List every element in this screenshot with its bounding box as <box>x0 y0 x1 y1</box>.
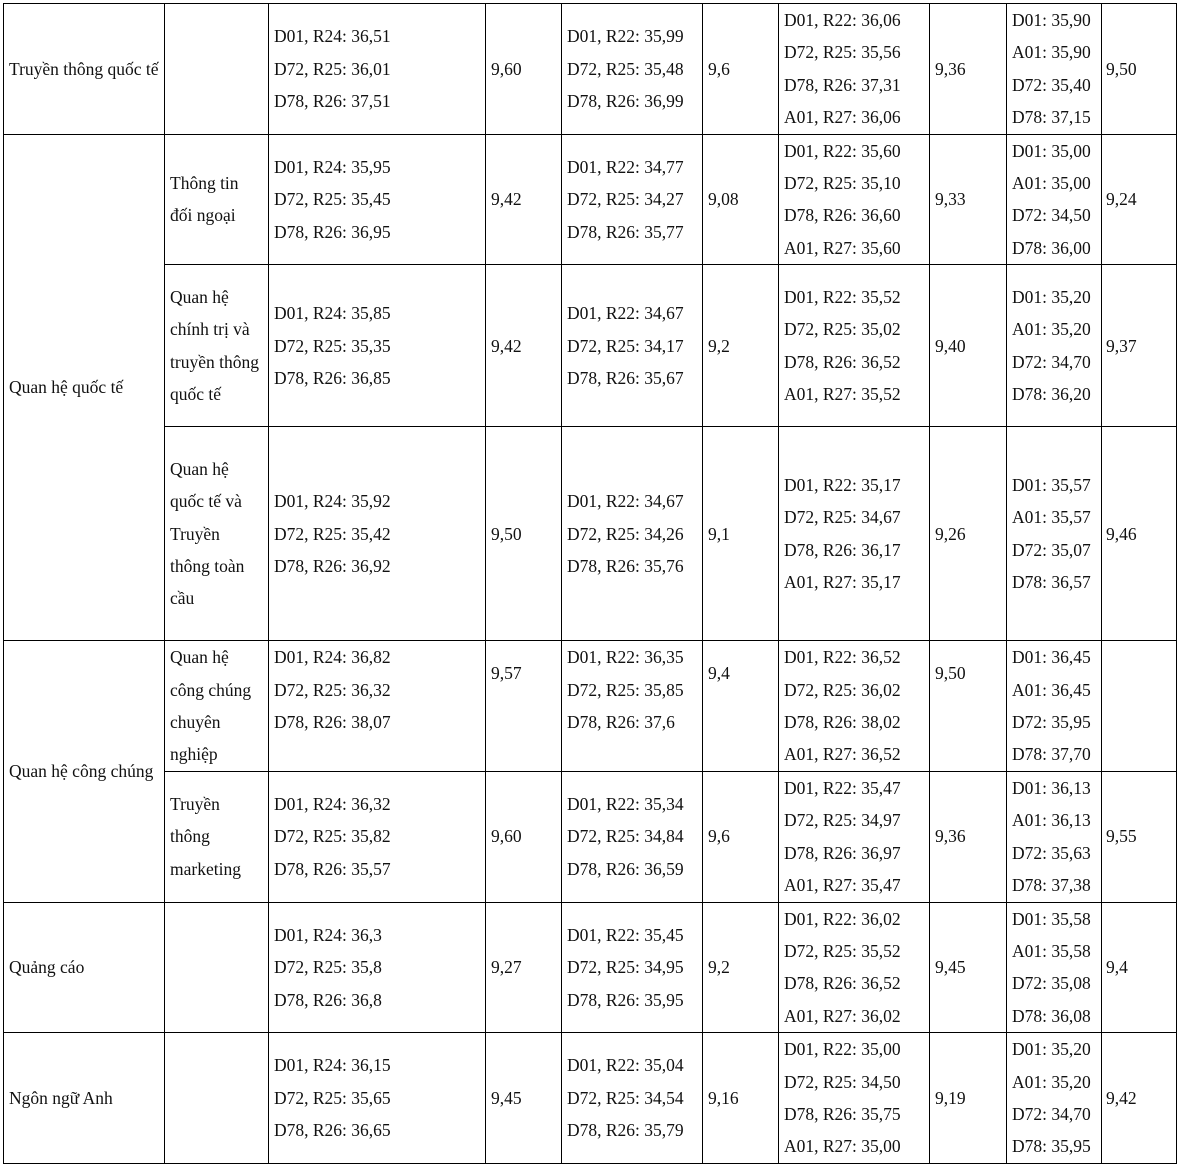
score-line: D01: 35,58 <box>1012 908 1091 929</box>
scores-2024-cell <box>269 427 486 641</box>
scores-2023-cell <box>562 427 703 641</box>
scores-2023-cell <box>562 902 703 1033</box>
score-line: D78, R26: 36,95 <box>274 221 391 242</box>
scores-2022-cell <box>779 427 930 641</box>
score-2022-cell: 9,33 <box>930 134 1007 265</box>
scores-2022-cell <box>779 1033 930 1164</box>
scores-2022-cell <box>779 902 930 1033</box>
score-line: D72, R25: 35,45 <box>274 189 391 210</box>
table-row <box>4 902 1177 1033</box>
score-line: D72, R25: 34,95 <box>567 957 684 978</box>
score-line: A01: 35,57 <box>1012 507 1091 528</box>
score-2022-cell: 9,45 <box>930 902 1007 1033</box>
score-line: A01: 35,90 <box>1012 42 1091 63</box>
score-line: D78: 36,57 <box>1012 572 1091 593</box>
scores-2023-cell <box>562 771 703 902</box>
score-line: D78: 36,00 <box>1012 237 1091 258</box>
score-2022-cell: 9,36 <box>930 771 1007 902</box>
score-line: D72, R25: 35,42 <box>274 523 391 544</box>
score-line: D78: 36,08 <box>1012 1005 1091 1026</box>
score-line: D72, R25: 34,17 <box>567 335 684 356</box>
score-line: D72, R25: 34,27 <box>567 189 684 210</box>
scores-2021-cell <box>1007 902 1102 1033</box>
table-row <box>4 771 1177 902</box>
score-2022-cell: 9,40 <box>930 265 1007 427</box>
score-line: D78, R26: 36,52 <box>784 973 901 994</box>
specialization-cell <box>165 1033 269 1164</box>
score-2022-cell: 9,26 <box>930 427 1007 641</box>
specialization-cell <box>165 771 269 902</box>
score-line: D01, R24: 35,92 <box>274 491 391 512</box>
score-line: D01, R22: 35,17 <box>784 474 901 495</box>
major-name: Ngôn ngữ Anh <box>9 1087 113 1108</box>
table-row <box>4 4 1177 135</box>
score-line: A01: 35,58 <box>1012 940 1091 961</box>
score-line: D01, R24: 35,95 <box>274 156 391 177</box>
score-2024-cell: 9,42 <box>486 265 562 427</box>
scores-2023-cell <box>562 4 703 135</box>
score-line: A01, R27: 35,60 <box>784 237 901 258</box>
scores-2021-cell <box>1007 427 1102 641</box>
score-line: D01, R24: 36,15 <box>274 1055 391 1076</box>
score-line: A01: 35,20 <box>1012 319 1091 340</box>
score-2024-cell: 9,60 <box>486 4 562 135</box>
specialization-name: Quan hệ chính trị và truyền thông quốc tế <box>170 286 259 405</box>
score-line: D01: 35,20 <box>1012 286 1091 307</box>
score-line: A01, R27: 35,00 <box>784 1136 901 1157</box>
score-line: D78: 37,15 <box>1012 107 1091 128</box>
major-name: Quan hệ công chúng <box>9 761 154 782</box>
scores-2023-cell <box>562 265 703 427</box>
score-line: A01, R27: 36,02 <box>784 1005 901 1026</box>
specialization-cell <box>165 427 269 641</box>
score-line: D78, R26: 35,57 <box>274 858 391 879</box>
scores-2024-cell <box>269 1033 486 1164</box>
admission-scores-table <box>3 3 1177 1164</box>
table-row <box>4 641 1177 772</box>
score-line: D72, R25: 35,52 <box>784 940 901 961</box>
score-line: D01, R22: 34,67 <box>567 303 684 324</box>
score-line: A01: 35,00 <box>1012 173 1091 194</box>
score-2023-cell: 9,16 <box>703 1033 779 1164</box>
score-line: D01, R22: 35,04 <box>567 1055 684 1076</box>
scores-2024-cell <box>269 771 486 902</box>
major-name: Truyền thông quốc tế <box>9 58 159 79</box>
score-line: D01: 35,20 <box>1012 1039 1091 1060</box>
score-line: D72, R25: 35,56 <box>784 42 901 63</box>
score-2021-cell: 9,42 <box>1102 1033 1177 1164</box>
score-2021-cell <box>1102 641 1177 772</box>
score-2024-cell: 9,57 <box>486 641 562 772</box>
score-line: A01, R27: 35,47 <box>784 875 901 896</box>
scores-2022-cell <box>779 4 930 135</box>
score-line: D01, R24: 36,82 <box>274 647 391 668</box>
score-line: D72, R25: 35,65 <box>274 1087 391 1108</box>
score-line: D78, R26: 35,75 <box>784 1103 901 1124</box>
score-line: D01, R22: 35,34 <box>567 794 684 815</box>
scores-2022-cell <box>779 641 930 772</box>
score-line: D01, R22: 35,99 <box>567 26 684 47</box>
score-line: D78, R26: 37,31 <box>784 74 901 95</box>
score-2023-cell: 9,1 <box>703 427 779 641</box>
major-cell <box>4 641 165 902</box>
score-line: A01: 35,20 <box>1012 1071 1091 1092</box>
scores-2023-cell <box>562 134 703 265</box>
score-line: A01, R27: 36,06 <box>784 107 901 128</box>
score-line: D01, R22: 34,77 <box>567 156 684 177</box>
score-line: D01, R24: 36,32 <box>274 794 391 815</box>
specialization-name: Quan hệ công chúng chuyên nghiệp <box>170 647 252 765</box>
score-line: D78: 35,95 <box>1012 1136 1091 1157</box>
score-line: D01, R24: 35,85 <box>274 303 391 324</box>
score-2021-cell: 9,50 <box>1102 4 1177 135</box>
score-line: D78: 36,20 <box>1012 384 1091 405</box>
score-line: D01, R22: 35,60 <box>784 140 901 161</box>
score-2023-cell: 9,2 <box>703 265 779 427</box>
score-line: D78, R26: 37,6 <box>567 712 675 733</box>
score-line: D01, R24: 36,51 <box>274 26 391 47</box>
score-line: D72, R25: 35,35 <box>274 335 391 356</box>
specialization-cell <box>165 4 269 135</box>
scores-2023-cell <box>562 1033 703 1164</box>
score-2022-cell: 9,36 <box>930 4 1007 135</box>
score-line: D78, R26: 36,8 <box>274 989 382 1010</box>
table-row <box>4 134 1177 265</box>
scores-2021-cell <box>1007 1033 1102 1164</box>
score-line: D01, R22: 35,52 <box>784 286 901 307</box>
table-row <box>4 1033 1177 1164</box>
score-line: D78, R26: 36,52 <box>784 351 901 372</box>
score-line: D01: 36,45 <box>1012 647 1091 668</box>
score-line: D72, R25: 35,85 <box>567 679 684 700</box>
scores-2022-cell <box>779 265 930 427</box>
score-2021-cell: 9,4 <box>1102 902 1177 1033</box>
score-line: D78, R26: 36,60 <box>784 205 901 226</box>
score-line: A01: 36,45 <box>1012 679 1091 700</box>
score-2023-cell: 9,08 <box>703 134 779 265</box>
specialization-name: Thông tin đối ngoại <box>170 173 239 226</box>
table-row <box>4 427 1177 641</box>
score-line: D78, R26: 36,59 <box>567 858 684 879</box>
score-2021-cell: 9,37 <box>1102 265 1177 427</box>
score-line: D01, R22: 35,45 <box>567 924 684 945</box>
score-line: D01: 35,90 <box>1012 10 1091 30</box>
score-line: D78: 37,70 <box>1012 744 1091 765</box>
table-row <box>4 265 1177 427</box>
score-line: D72, R25: 34,84 <box>567 826 684 847</box>
score-line: D78, R26: 35,67 <box>567 367 684 388</box>
specialization-cell <box>165 134 269 265</box>
score-line: D01, R22: 36,06 <box>784 10 901 30</box>
major-name: Quảng cáo <box>9 957 85 978</box>
scores-2021-cell <box>1007 265 1102 427</box>
score-line: D72, R25: 34,97 <box>784 810 901 831</box>
score-line: D01, R22: 34,67 <box>567 491 684 512</box>
scores-2021-cell <box>1007 641 1102 772</box>
score-line: D72: 35,63 <box>1012 842 1091 863</box>
score-line: D78, R26: 36,99 <box>567 91 684 112</box>
score-2021-cell: 9,46 <box>1102 427 1177 641</box>
major-cell <box>4 4 165 135</box>
score-line: D72: 34,70 <box>1012 1103 1091 1124</box>
score-2021-cell: 9,24 <box>1102 134 1177 265</box>
specialization-cell <box>165 902 269 1033</box>
score-line: D78, R26: 36,17 <box>784 539 901 560</box>
score-line: A01: 36,13 <box>1012 810 1091 831</box>
score-line: A01, R27: 36,52 <box>784 744 901 765</box>
score-line: D78, R26: 37,51 <box>274 91 391 112</box>
specialization-cell <box>165 265 269 427</box>
score-line: D01, R22: 36,02 <box>784 908 901 929</box>
score-line: D72: 35,07 <box>1012 539 1091 560</box>
score-line: D72, R25: 34,50 <box>784 1071 901 1092</box>
major-cell <box>4 1033 165 1164</box>
score-line: D78, R26: 36,97 <box>784 842 901 863</box>
scores-2024-cell <box>269 134 486 265</box>
score-line: A01, R27: 35,52 <box>784 384 901 405</box>
score-2023-cell: 9,6 <box>703 771 779 902</box>
score-line: D72, R25: 35,82 <box>274 826 391 847</box>
score-line: D72, R25: 36,02 <box>784 679 901 700</box>
score-line: D01, R22: 35,47 <box>784 777 901 798</box>
score-line: D72: 35,40 <box>1012 74 1091 95</box>
score-line: D78, R26: 36,92 <box>274 555 391 576</box>
score-line: D72, R25: 36,32 <box>274 679 391 700</box>
score-line: D78, R26: 38,02 <box>784 712 901 733</box>
score-line: D78, R26: 35,76 <box>567 555 684 576</box>
scores-2021-cell <box>1007 4 1102 135</box>
score-line: D01: 35,00 <box>1012 140 1091 161</box>
specialization-cell <box>165 641 269 772</box>
scores-2023-cell <box>562 641 703 772</box>
specialization-name: Quan hệ quốc tế và Truyền thông toàn cầu <box>170 458 245 609</box>
score-line: D72, R25: 35,48 <box>567 58 684 79</box>
score-2023-cell: 9,2 <box>703 902 779 1033</box>
score-line: D72: 35,08 <box>1012 973 1091 994</box>
score-2023-cell: 9,6 <box>703 4 779 135</box>
score-line: D72: 35,95 <box>1012 712 1091 733</box>
score-line: D72, R25: 35,10 <box>784 173 901 194</box>
score-2022-cell: 9,50 <box>930 641 1007 772</box>
scores-2024-cell <box>269 265 486 427</box>
score-line: D78, R26: 38,07 <box>274 712 391 733</box>
score-line: D72, R25: 34,67 <box>784 507 901 528</box>
scores-2024-cell <box>269 641 486 772</box>
score-line: D01, R22: 36,52 <box>784 647 901 668</box>
score-line: D72, R25: 35,8 <box>274 957 382 978</box>
score-line: D72: 34,50 <box>1012 205 1091 226</box>
score-line: D01, R22: 35,00 <box>784 1039 901 1060</box>
score-2024-cell: 9,45 <box>486 1033 562 1164</box>
score-line: D01: 36,13 <box>1012 777 1091 798</box>
score-line: D78, R26: 36,85 <box>274 367 391 388</box>
score-line: D78, R26: 35,79 <box>567 1120 684 1141</box>
score-2023-cell: 9,4 <box>703 641 779 772</box>
score-line: D72, R25: 36,01 <box>274 58 391 79</box>
score-line: D78, R26: 35,77 <box>567 221 684 242</box>
score-2021-cell: 9,55 <box>1102 771 1177 902</box>
score-line: D01, R24: 36,3 <box>274 924 382 945</box>
score-line: A01, R27: 35,17 <box>784 572 901 593</box>
score-2024-cell: 9,27 <box>486 902 562 1033</box>
score-line: D72, R25: 34,54 <box>567 1087 684 1108</box>
scores-2022-cell <box>779 134 930 265</box>
score-2024-cell: 9,60 <box>486 771 562 902</box>
score-line: D72: 34,70 <box>1012 351 1091 372</box>
score-line: D72, R25: 34,26 <box>567 523 684 544</box>
score-line: D78, R26: 35,95 <box>567 989 684 1010</box>
major-name: Quan hệ quốc tế <box>9 377 124 398</box>
score-2024-cell: 9,50 <box>486 427 562 641</box>
scores-2021-cell <box>1007 134 1102 265</box>
major-cell <box>4 902 165 1033</box>
score-line: D72, R25: 35,02 <box>784 319 901 340</box>
score-line: D01: 35,57 <box>1012 474 1091 495</box>
scores-2024-cell <box>269 902 486 1033</box>
scores-2022-cell <box>779 771 930 902</box>
score-line: D78: 37,38 <box>1012 875 1091 896</box>
scores-2024-cell <box>269 4 486 135</box>
score-2024-cell: 9,42 <box>486 134 562 265</box>
score-2022-cell: 9,19 <box>930 1033 1007 1164</box>
specialization-name: Truyền thông marketing <box>170 794 241 879</box>
score-line: D78, R26: 36,65 <box>274 1120 391 1141</box>
scores-2021-cell <box>1007 771 1102 902</box>
score-line: D01, R22: 36,35 <box>567 647 684 668</box>
major-cell <box>4 134 165 641</box>
